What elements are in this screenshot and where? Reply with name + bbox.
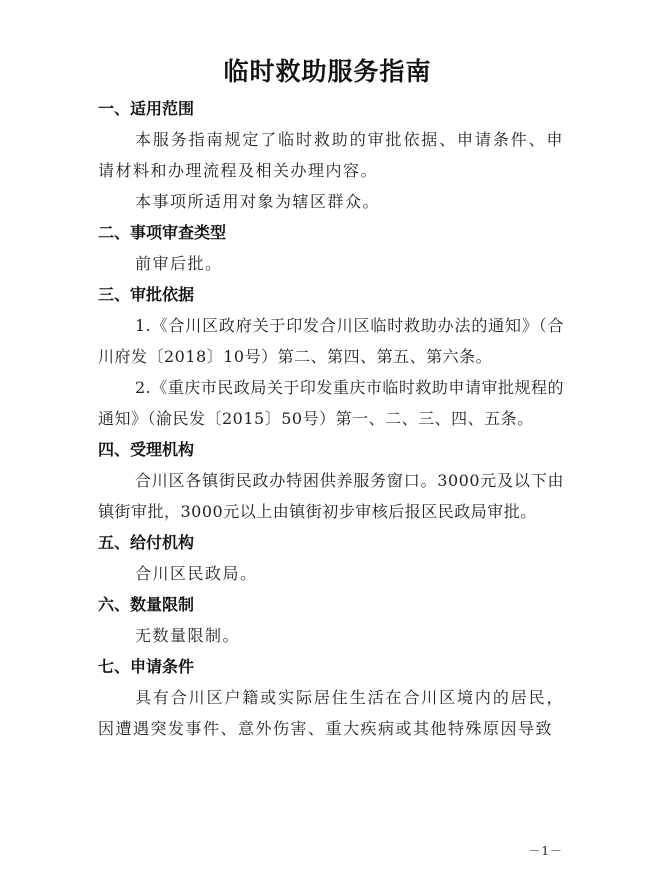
scope-paragraph-1: 本服务指南规定了临时救助的审批依据、申请条件、申请材料和办理流程及相关办理内容。 bbox=[98, 130, 564, 180]
section-heading-scope: 一、适用范围 bbox=[98, 99, 195, 118]
scope-paragraph-2: 本事项所适用对象为辖区群众。 bbox=[135, 192, 381, 211]
page-number: －1－ bbox=[528, 844, 563, 858]
document-body bbox=[98, 93, 564, 744]
quantity-limit-paragraph: 无数量限制。 bbox=[135, 626, 241, 645]
eligibility-paragraph: 具有合川区户籍或实际居住生活在合川区境内的居民，因遭遇突发事件、意外伤害、重大疾病或其他特殊原因导致 bbox=[98, 688, 564, 738]
section-heading-review-type: 二、事项审查类型 bbox=[98, 223, 227, 242]
section-heading-paying-agency: 五、给付机构 bbox=[98, 533, 195, 552]
paying-agency-paragraph: 合川区民政局。 bbox=[135, 564, 258, 583]
section-heading-accepting-agency: 四、受理机构 bbox=[98, 440, 195, 459]
legal-basis-paragraph-1: 1.《合川区政府关于印发合川区临时救助办法的通知》（合川府发〔2018〕10号）第二、第四、第五、第六条。 bbox=[98, 316, 564, 366]
section-heading-legal-basis: 三、审批依据 bbox=[98, 285, 195, 304]
accepting-agency-paragraph: 合川区各镇街民政办特困供养服务窗口。3000元及以下由镇街审批，3000元以上由镇街初步审核后报区民政局审批。 bbox=[98, 471, 564, 521]
document-title: 临时救助服务指南 bbox=[223, 57, 432, 86]
review-type-paragraph: 前审后批。 bbox=[135, 254, 223, 273]
section-heading-eligibility: 七、申请条件 bbox=[98, 657, 195, 676]
section-heading-quantity-limit: 六、数量限制 bbox=[98, 595, 195, 614]
legal-basis-paragraph-2: 2.《重庆市民政局关于印发重庆市临时救助申请审批规程的通知》（渝民发〔2015〕50号）第一、二、三、四、五条。 bbox=[98, 378, 564, 428]
